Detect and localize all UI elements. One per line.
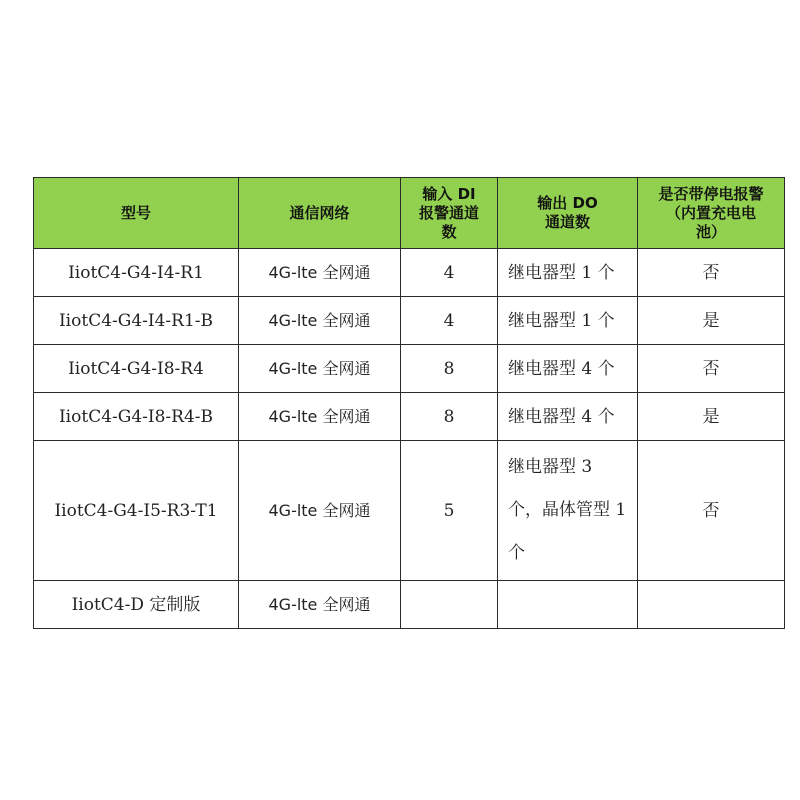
cell-di: 5: [401, 441, 498, 581]
cell-model: IiotC4-G4-I5-R3-T1: [34, 441, 239, 581]
cell-do: [498, 581, 638, 629]
header-di-line-3: 数: [441, 222, 457, 241]
table-row: [34, 345, 785, 393]
cell-alarm: 否: [638, 345, 785, 393]
table-row: [34, 249, 785, 297]
header-alarm: [638, 178, 785, 249]
cell-di: 8: [401, 393, 498, 441]
cell-do: 继电器型 1 个: [498, 297, 638, 345]
cell-di: 4: [401, 297, 498, 345]
spec-table: [33, 177, 785, 629]
header-di: [401, 178, 498, 249]
cell-alarm: 否: [638, 441, 785, 581]
cell-di: [401, 581, 498, 629]
cell-di: 4: [401, 249, 498, 297]
cell-do: 继电器型 1 个: [498, 249, 638, 297]
cell-alarm: 是: [638, 393, 785, 441]
header-di-line-1: 输入 DI: [422, 184, 476, 203]
table-row: [34, 393, 785, 441]
cell-model: IiotC4-G4-I4-R1: [34, 249, 239, 297]
cell-network: 4G-lte 全网通: [239, 249, 401, 297]
cell-alarm: [638, 581, 785, 629]
cell-model: IiotC4-D 定制版: [34, 581, 239, 629]
cell-do: 继电器型 3 个，晶体管型 1 个: [498, 441, 638, 581]
cell-network: 4G-lte 全网通: [239, 581, 401, 629]
cell-network: 4G-lte 全网通: [239, 345, 401, 393]
cell-model: IiotC4-G4-I8-R4: [34, 345, 239, 393]
header-alarm-line-2: （内置充电电: [665, 203, 756, 222]
header-model: 型号: [34, 178, 239, 249]
cell-model: IiotC4-G4-I8-R4-B: [34, 393, 239, 441]
cell-do: 继电器型 4 个: [498, 345, 638, 393]
cell-alarm: 是: [638, 297, 785, 345]
cell-network: 4G-lte 全网通: [239, 297, 401, 345]
header-row: [34, 178, 785, 249]
cell-do: 继电器型 4 个: [498, 393, 638, 441]
header-di-line-2: 报警通道: [418, 203, 479, 222]
cell-alarm: 否: [638, 249, 785, 297]
cell-di: 8: [401, 345, 498, 393]
header-do: [498, 178, 638, 249]
table-row: [34, 297, 785, 345]
table-row: [34, 581, 785, 629]
cell-network: 4G-lte 全网通: [239, 393, 401, 441]
header-do-line-1: 输出 DO: [537, 194, 598, 212]
header-alarm-line-3: 池）: [695, 222, 726, 241]
header-do-line-2: 通道数: [544, 213, 590, 231]
cell-network: 4G-lte 全网通: [239, 441, 401, 581]
header-network: 通信网络: [239, 178, 401, 249]
cell-model: IiotC4-G4-I4-R1-B: [34, 297, 239, 345]
header-alarm-line-1: 是否带停电报警: [658, 184, 764, 203]
table-row: [34, 441, 785, 581]
